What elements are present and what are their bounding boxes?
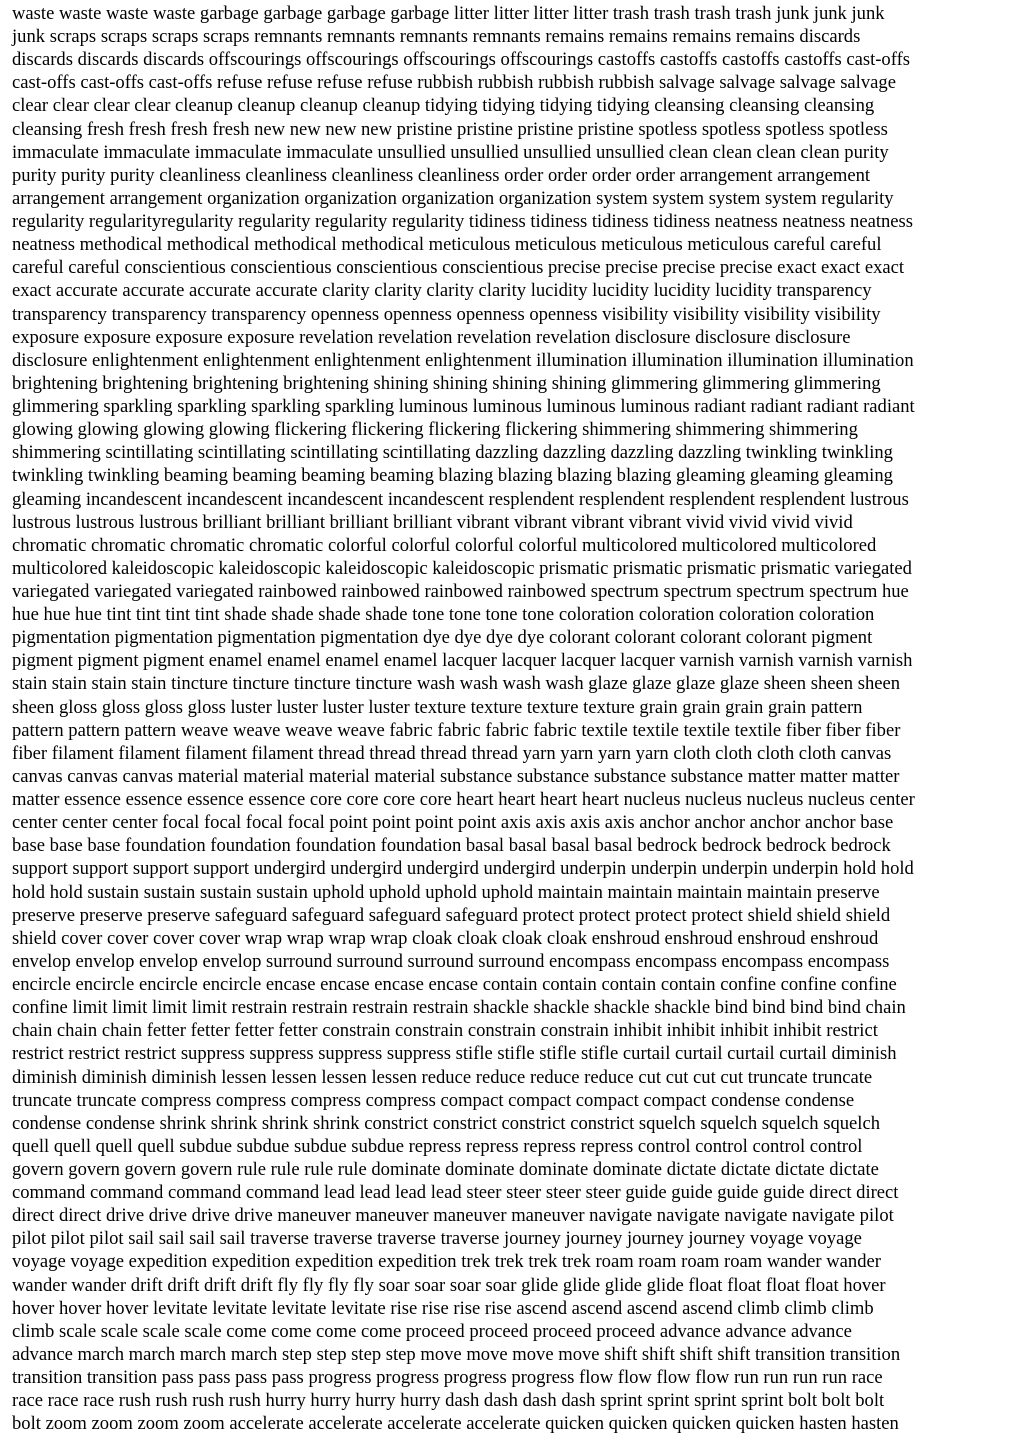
text-line: purity purity purity cleanliness cleanliness cleanliness cleanliness order order order order arrangement arrangement [12, 164, 871, 186]
text-line: sheen gloss gloss gloss gloss luster luster luster luster texture texture texture texture grain grain grain grain pattern [12, 696, 863, 718]
text-line: cleansing fresh fresh fresh fresh new new new new pristine pristine pristine pristine spotless spotless spotless spotless [12, 118, 888, 140]
text-line: pattern pattern pattern weave weave weave weave fabric fabric fabric fabric textile textile textile textile fiber fiber fiber [12, 719, 901, 741]
text-line: clear clear clear clear cleanup cleanup cleanup cleanup tidying tidying tidying tidying cleansing cleansing cleansing [12, 95, 875, 117]
text-line: bolt zoom zoom zoom zoom accelerate accelerate accelerate accelerate quicken quicken quicken quicken hasten hasten [12, 1413, 899, 1435]
text-line: junk scraps scraps scraps scraps remnants remnants remnants remnants remains remains remains remains discards [12, 26, 861, 48]
text-line: careful careful conscientious conscientious conscientious conscientious precise precise precise precise exact exact exact [12, 257, 905, 279]
text-line: diminish diminish diminish lessen lessen lessen lessen reduce reduce reduce reduce cut cut cut cut truncate truncate [12, 1066, 873, 1088]
text-line: exact accurate accurate accurate accurate clarity clarity clarity clarity lucidity lucidity lucidity lucidity transparency [12, 280, 872, 302]
text-line: base base base foundation foundation foundation foundation basal basal basal basal bedrock bedrock bedrock bedrock [12, 835, 891, 857]
text-line: support support support support undergird undergird undergird undergird underpin underpin underpin underpin hold hold [12, 858, 914, 880]
text-line: center center center focal focal focal focal point point point point axis axis axis axis anchor anchor anchor anchor base [12, 812, 894, 834]
text-line: pigment pigment pigment enamel enamel enamel enamel lacquer lacquer lacquer lacquer varnish varnish varnish varnish [12, 650, 913, 672]
text-line: pilot pilot pilot sail sail sail sail traverse traverse traverse traverse journey journey journey journey voyage voyage [12, 1228, 862, 1250]
text-line: truncate truncate compress compress compress compress compact compact compact compact condense condense [12, 1089, 855, 1111]
text-line: canvas canvas canvas material material material material substance substance substance substance matter matter matter [12, 765, 900, 787]
text-line: shield cover cover cover cover wrap wrap wrap wrap cloak cloak cloak cloak enshroud enshroud enshroud enshroud [12, 927, 879, 949]
text-line: lustrous lustrous lustrous brilliant brilliant brilliant brilliant vibrant vibrant vibrant vibrant vivid vivid vivid vivid [12, 511, 853, 533]
text-line: chain chain chain fetter fetter fetter fetter constrain constrain constrain constrain inhibit inhibit inhibit inhibit restrict [12, 1020, 878, 1042]
text-line: regularity regularityregularity regularity regularity regularity tidiness tidiness tidiness tidiness neatness neatness neatness [12, 211, 914, 233]
text-line: transition transition pass pass pass pass progress progress progress progress flow flow flow flow run run run run race [12, 1367, 883, 1389]
text-line: voyage voyage expedition expedition expedition expedition trek trek trek trek roam roam roam roam wander wander [12, 1251, 881, 1273]
text-line: waste waste waste waste garbage garbage garbage garbage litter litter litter litter trash trash trash trash junk junk junk [12, 3, 885, 24]
text-line: hue hue hue tint tint tint tint shade shade shade shade tone tone tone tone coloration coloration coloration coloration [12, 604, 875, 626]
text-line: neatness methodical methodical methodical methodical meticulous meticulous meticulous meticulous careful careful [12, 234, 882, 256]
text-line: gleaming incandescent incandescent incandescent incandescent resplendent resplendent resplendent resplendent lustrous [12, 488, 909, 510]
text-line: confine limit limit limit limit restrain restrain restrain restrain shackle shackle shackle shackle bind bind bind bind chain [12, 997, 906, 1019]
text-line: direct direct drive drive drive drive maneuver maneuver maneuver maneuver navigate navigate navigate navigate pilot [12, 1205, 894, 1227]
text-line: hover hover hover levitate levitate levitate levitate rise rise rise rise ascend ascend ascend ascend climb climb climb [12, 1297, 874, 1319]
text-line: govern govern govern govern rule rule rule rule dominate dominate dominate dominate dictate dictate dictate dictate [12, 1159, 879, 1180]
text-line: advance march march march march step step step step move move move move shift shift shift shift transition transition [12, 1343, 901, 1365]
text-line: fiber filament filament filament filament thread thread thread thread yarn yarn yarn yarn cloth cloth cloth cloth canvas [12, 742, 892, 764]
text-line: hold hold sustain sustain sustain sustain uphold uphold uphold uphold maintain maintain maintain maintain preserve [12, 881, 880, 903]
text-line: pigmentation pigmentation pigmentation pigmentation dye dye dye dye colorant colorant colorant colorant pigment [12, 627, 873, 649]
text-line: preserve preserve preserve safeguard safeguard safeguard safeguard protect protect protect protect shield shield shield [12, 904, 891, 926]
text-line: quell quell quell quell subdue subdue subdue subdue repress repress repress repress control control control control [12, 1135, 863, 1157]
text-line: multicolored kaleidoscopic kaleidoscopic kaleidoscopic kaleidoscopic prismatic prismatic prismatic prismatic variegated [12, 557, 912, 579]
text-line: shimmering scintillating scintillating scintillating scintillating dazzling dazzling dazzling dazzling twinkling twinkling [12, 442, 893, 464]
text-line: disclosure enlightenment enlightenment enlightenment enlightenment illumination illumination illumination illumination [12, 349, 914, 371]
text-line: glowing glowing glowing glowing flickering flickering flickering flickering shimmering shimmering shimmering [12, 419, 858, 441]
text-line: command command command command lead lead lead lead steer steer steer steer guide guide guide guide direct direct [12, 1182, 899, 1204]
text-line: envelop envelop envelop envelop surround surround surround surround encompass encompass encompass encompass [12, 950, 890, 972]
text-line: encircle encircle encircle encircle encase encase encase encase contain contain contain contain confine confine confine [12, 974, 897, 996]
text-line: stain stain stain stain tincture tincture tincture tincture wash wash wash wash glaze glaze glaze glaze sheen sheen sheen [12, 673, 901, 695]
text-line: wander wander drift drift drift drift fly fly fly fly soar soar soar soar glide glide glide glide float float float float hover [12, 1274, 886, 1296]
text-line: race race race rush rush rush rush hurry hurry hurry hurry dash dash dash dash sprint sprint sprint sprint bolt bolt bolt [12, 1390, 885, 1412]
text-line: discards discards discards offscourings offscourings offscourings offscourings castoffs castoffs castoffs castoffs cast-offs [12, 49, 911, 71]
text-line: matter essence essence essence essence core core core core heart heart heart heart nucleus nucleus nucleus nucleus center [12, 789, 915, 811]
text-line: climb scale scale scale scale come come come come proceed proceed proceed proceed advance advance advance [12, 1320, 852, 1342]
text-line: exposure exposure exposure exposure revelation revelation revelation revelation disclosure disclosure disclosure [12, 326, 851, 348]
text-line: brightening brightening brightening brightening shining shining shining shining glimmering glimmering glimmering [12, 372, 881, 394]
text-line: glimmering sparkling sparkling sparkling sparkling luminous luminous luminous luminous radiant radiant radiant radiant [12, 396, 915, 418]
text-line: chromatic chromatic chromatic chromatic colorful colorful colorful colorful multicolored multicolored multicolored [12, 534, 877, 556]
text-line: transparency transparency transparency openness openness openness openness visibility visibility visibility visibility [12, 303, 881, 325]
text-line: twinkling twinkling beaming beaming beaming beaming blazing blazing blazing blazing gleaming gleaming gleaming [12, 465, 893, 487]
text-line: restrict restrict restrict suppress suppress suppress suppress stifle stifle stifle stifle curtail curtail curtail curtail diminish [12, 1043, 897, 1065]
text-line: cast-offs cast-offs cast-offs refuse refuse refuse refuse rubbish rubbish rubbish rubbish salvage salvage salvage salvage [12, 72, 896, 94]
text-line: variegated variegated variegated rainbowed rainbowed rainbowed rainbowed spectrum spectrum spectrum spectrum hue [12, 581, 909, 602]
text-line: condense condense shrink shrink shrink shrink constrict constrict constrict constrict squelch squelch squelch squelch [12, 1112, 881, 1134]
text-line: immaculate immaculate immaculate immaculate unsullied unsullied unsullied unsullied clean clean clean clean purity [12, 141, 889, 163]
text-line: arrangement arrangement organization organization organization organization system system system system regularity [12, 187, 894, 209]
